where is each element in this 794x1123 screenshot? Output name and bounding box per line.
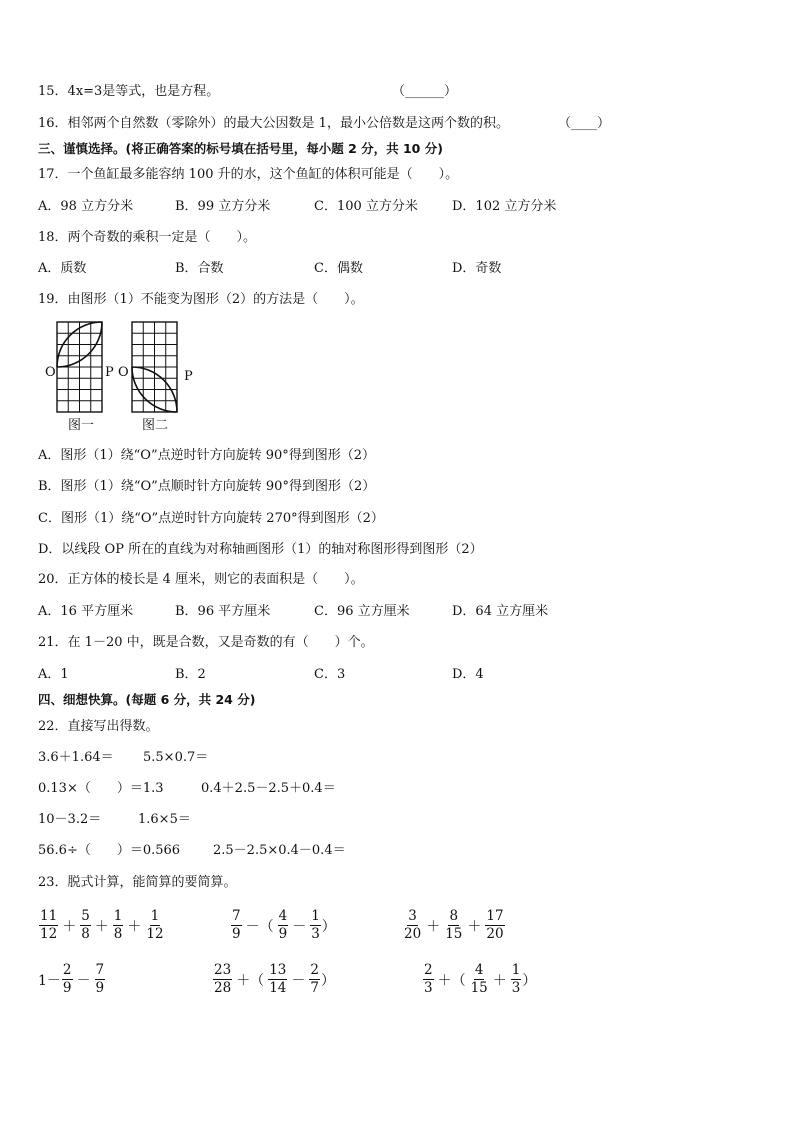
q19-option-b[interactable]: B．图形（1）绕“O”点顺时针方向旋转 90°得到图形（2） <box>38 479 376 494</box>
operator: － <box>76 972 91 989</box>
fraction: $\frac{7}{9}$ <box>95 962 105 996</box>
q21-option-c[interactable]: C．3 <box>314 667 346 682</box>
question-15 <box>38 84 219 100</box>
operator: ＋ <box>127 918 142 935</box>
operator: ＋ <box>94 918 109 935</box>
q17-option-c[interactable]: C．100 立方分米 <box>314 199 418 214</box>
fraction: $\frac{3}{20}$ <box>404 908 422 942</box>
operator: ＋ <box>426 918 441 935</box>
operator: ＋（ <box>236 972 265 989</box>
q17-option-d[interactable]: D．102 立方分米 <box>452 199 557 214</box>
section-3-heading: 三、谨慎选择。(将正确答案的标号填在括号里，每小题 2 分，共 10 分) <box>38 141 443 156</box>
fraction: $\frac{1}{3}$ <box>311 908 320 942</box>
operator: 1－ <box>38 972 61 989</box>
q20-option-a[interactable]: A．16 平方厘米 <box>38 604 134 619</box>
fraction: $\frac{5}{8}$ <box>81 908 90 942</box>
question-15-text: 15．4x=3是等式，也是方程。 <box>38 84 220 99</box>
q20-option-b[interactable]: B．96 平方厘米 <box>175 604 271 619</box>
fraction: $\frac{23}{28}$ <box>214 962 232 996</box>
operator: － <box>292 918 307 935</box>
q21-option-b[interactable]: B．2 <box>175 667 206 682</box>
fraction: $\frac{8}{15}$ <box>445 908 463 942</box>
figure-2-label-p: P <box>184 369 193 384</box>
q22-item-7[interactable]: 56.6÷（ ）＝0.566 <box>38 843 181 858</box>
q20-option-d[interactable]: D．64 立方厘米 <box>452 604 549 619</box>
q23-expression-6[interactable] <box>422 962 536 997</box>
fraction: $\frac{2}{9}$ <box>62 962 72 996</box>
operator: －（ <box>245 918 274 935</box>
operator: ＋（ <box>437 972 466 989</box>
question-18-stem: 18．两个奇数的乘积一定是（ ）。 <box>38 230 257 245</box>
operator: ＋ <box>492 972 507 989</box>
fraction: $\frac{4}{15}$ <box>470 962 488 996</box>
question-17-stem: 17．一个鱼缸最多能容纳 100 升的水，这个鱼缸的体积可能是（ ）。 <box>38 167 459 182</box>
question-22-stem: 22．直接写出得数。 <box>38 719 159 734</box>
q21-option-a[interactable]: A．1 <box>38 667 69 682</box>
q23-expression-4[interactable] <box>38 962 106 997</box>
operator: ） <box>522 972 537 989</box>
fraction: $\frac{17}{20}$ <box>486 908 504 942</box>
operator: ） <box>321 918 336 935</box>
q23-expression-2[interactable] <box>230 908 336 943</box>
rotation-figure <box>40 318 200 436</box>
q19-option-c[interactable]: C．图形（1）绕“O”点逆时针方向旋转 270°得到图形（2） <box>38 511 384 526</box>
q19-option-d[interactable]: D．以线段 OP 所在的直线为对称轴画图形（1）的轴对称图形得到图形（2） <box>38 542 483 557</box>
fraction: $\frac{2}{3}$ <box>424 962 433 996</box>
q22-item-2[interactable]: 5.5×0.7＝ <box>143 750 209 765</box>
question-16-answer-blank[interactable]: （____） <box>558 116 611 131</box>
question-16-text: 16．相邻两个自然数（零除外）的最大公因数是 1，最小公倍数是这两个数的积。 <box>38 116 509 131</box>
q18-option-a[interactable]: A．质数 <box>38 261 87 276</box>
fraction: $\frac{13}{14}$ <box>269 962 287 996</box>
q22-item-5[interactable]: 10－3.2＝ <box>38 812 102 827</box>
q18-option-c[interactable]: C．偶数 <box>314 261 363 276</box>
figure-1-label-p: P <box>105 365 114 380</box>
q23-expression-5[interactable] <box>212 962 335 997</box>
q17-option-a[interactable]: A．98 立方分米 <box>38 199 134 214</box>
q17-option-b[interactable]: B．99 立方分米 <box>175 199 271 214</box>
q18-option-b[interactable]: B．合数 <box>175 261 224 276</box>
question-21-stem: 21．在 1－20 中，既是合数，又是奇数的有（ ）个。 <box>38 635 374 650</box>
operator: ） <box>320 972 335 989</box>
q22-item-3[interactable]: 0.13×（ ）＝1.3 <box>38 781 164 796</box>
operator: ＋ <box>467 918 482 935</box>
fraction: $\frac{1}{12}$ <box>146 908 164 942</box>
question-23-stem: 23．脱式计算，能简算的要简算。 <box>38 875 237 890</box>
q19-option-a[interactable]: A．图形（1）绕“O”点逆时针方向旋转 90°得到图形（2） <box>38 448 376 463</box>
fraction: $\frac{1}{8}$ <box>113 908 123 942</box>
question-15-answer-blank[interactable]: （______） <box>392 84 458 99</box>
question-20-stem: 20．正方体的棱长是 4 厘米，则它的表面积是（ ）。 <box>38 572 364 587</box>
q23-expression-3[interactable] <box>402 908 506 943</box>
fraction: $\frac{1}{3}$ <box>511 962 521 996</box>
q22-item-1[interactable]: 3.6＋1.64＝ <box>38 750 114 765</box>
fraction: $\frac{4}{9}$ <box>278 908 288 942</box>
question-19-stem: 19．由图形（1）不能变为图形（2）的方法是（ ）。 <box>38 292 364 307</box>
fraction: $\frac{7}{9}$ <box>232 908 241 942</box>
figure-2-label-o: O <box>118 365 129 380</box>
figure-1-caption: 图一 <box>68 418 95 433</box>
fraction: $\frac{11}{12}$ <box>40 908 58 942</box>
q20-option-c[interactable]: C．96 立方厘米 <box>314 604 410 619</box>
q22-item-6[interactable]: 1.6×5＝ <box>138 812 191 827</box>
section-4-heading: 四、细想快算。(每题 6 分，共 24 分) <box>38 692 256 707</box>
q22-item-4[interactable]: 0.4＋2.5－2.5＋0.4＝ <box>201 781 336 796</box>
question-16 <box>38 116 509 132</box>
q21-option-d[interactable]: D．4 <box>452 667 484 682</box>
q23-expression-1[interactable] <box>38 908 166 943</box>
operator: － <box>291 972 306 989</box>
operator: ＋ <box>62 918 77 935</box>
fraction: $\frac{2}{7}$ <box>310 962 319 996</box>
figure-2-caption: 图二 <box>142 418 169 433</box>
figure-1-label-o: O <box>45 365 56 380</box>
q18-option-d[interactable]: D．奇数 <box>452 261 502 276</box>
q22-item-8[interactable]: 2.5－2.5×0.4－0.4＝ <box>213 843 346 858</box>
